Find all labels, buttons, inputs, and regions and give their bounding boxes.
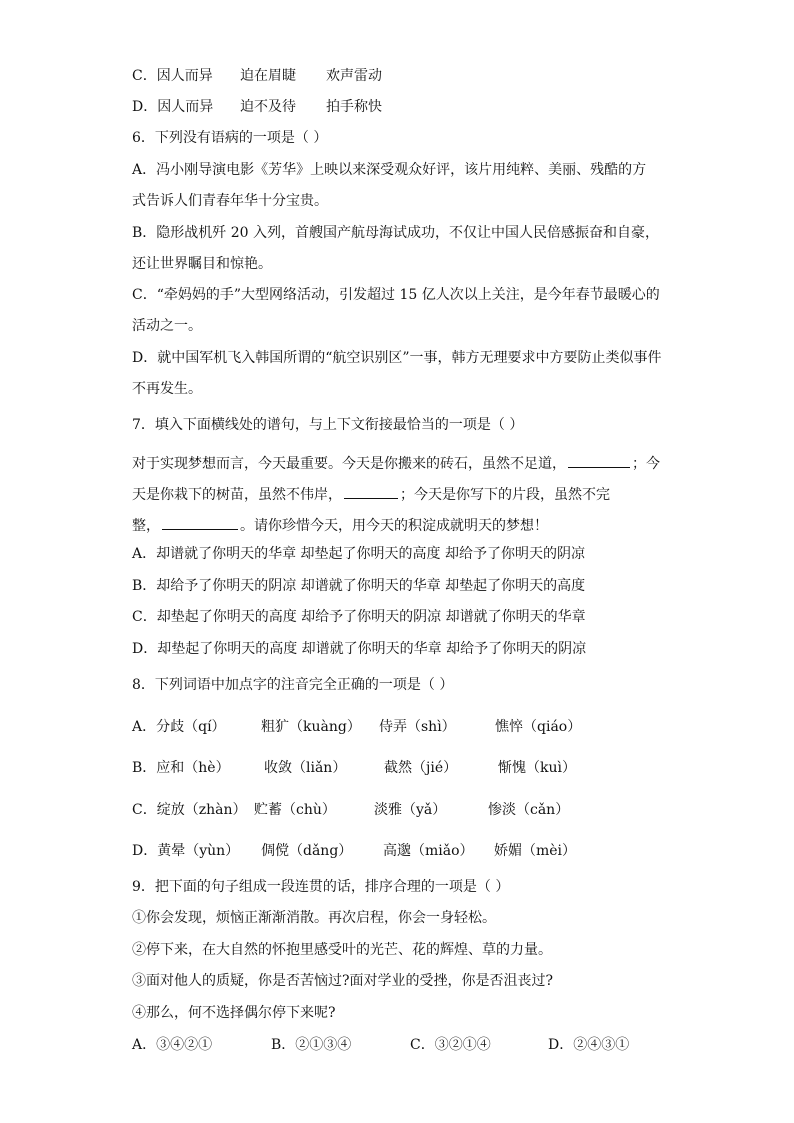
- q8-b-word1: B．应和（hè）: [132, 760, 230, 776]
- q6-option-b-line1: B．隐形战机歼 20 入列，首艘国产航母海试成功，不仅让中国人民倍感振奋和自豪，: [132, 225, 660, 241]
- q6-option-c-line2: 活动之一。: [132, 318, 202, 334]
- q9-stem: 9．把下面的句子组成一段连贯的话，排序合理的一项是（ ）: [132, 879, 510, 895]
- q8-b-word2: 收敛（liǎn）: [264, 760, 347, 776]
- q7-passage-line1: [132, 453, 660, 473]
- q6-option-a-line2: 式告诉人们青春年华十分宝贵。: [132, 193, 328, 209]
- answer-blank-2: [344, 484, 398, 499]
- q7-option-d: D．却垫起了你明天的高度 却谱就了你明天的华章 却给予了你明天的阴凉: [132, 641, 587, 657]
- q8-c-word2: 贮蓄（chù）: [254, 802, 336, 818]
- q8-option-c: [132, 801, 569, 819]
- q8-c-word3: 淡雅（yǎ）: [374, 802, 447, 818]
- q5-c-word1: C．因人而异: [132, 68, 213, 84]
- q8-b-word3: 截然（jié）: [384, 760, 458, 776]
- q8-a-word4: 憔悴（qiáo）: [495, 719, 582, 735]
- q7-stem: 7．填入下面横线处的谱句，与上下文衔接最恰当的一项是（ ）: [132, 417, 524, 433]
- q9-sentence-3: ③面对他人的质疑，你是否苦恼过?面对学业的受挫，你是否沮丧过?: [132, 973, 554, 989]
- q6-option-a-line1: A．冯小刚导演电影《芳华》上映以来深受观众好评，该片用纯粹、美丽、残酷的方: [132, 162, 647, 178]
- q7-passage-2b: ；今天是你写下的片段，虽然不完: [400, 487, 610, 503]
- q9-option-d: D．②④③①: [548, 1037, 630, 1053]
- q8-a-word3: 侍弄（shì）: [379, 719, 456, 735]
- q8-a-word2: 粗犷（kuàng）: [261, 719, 361, 735]
- q7-passage-2a: 天是你栽下的树苗，虽然不伟岸，: [132, 487, 342, 503]
- q5-c-word3: 欢声雷动: [326, 68, 382, 84]
- q5-d-word3: 拍手称快: [326, 99, 382, 115]
- q6-option-c-line1: C．“牵妈妈的手”大型网络活动，引发超过 15 亿人次以上关注，是今年春节最暖心的: [132, 287, 660, 303]
- q7-option-a: A．却谱就了你明天的华章 却垫起了你明天的高度 却给予了你明天的阴凉: [132, 546, 586, 562]
- q7-passage-1b: ；今: [632, 456, 660, 472]
- q8-option-b: [132, 759, 576, 777]
- q9-option-a: A．③④②①: [132, 1037, 213, 1053]
- q7-passage-line2: [132, 484, 610, 504]
- q5-c-word2: 迫在眉睫: [240, 68, 296, 84]
- q8-stem: 8．下列词语中加点字的注音完全正确的一项是（ ）: [132, 677, 454, 693]
- q8-c-word1: C．绽放（zhàn）: [132, 802, 247, 818]
- answer-blank-3: [162, 515, 238, 530]
- q8-a-word1: A．分歧（qí）: [132, 719, 226, 735]
- q7-passage-1a: 对于实现梦想而言，今天最重要。今天是你搬来的砖石，虽然不足道，: [132, 456, 566, 472]
- q9-sentence-2: ②停下来，在大自然的怀抱里感受叶的光芒、花的辉煌、草的力量。: [132, 942, 552, 958]
- q5-option-d: [132, 98, 382, 116]
- q8-d-word1: D．黄晕（yùn）: [132, 843, 240, 859]
- q6-stem: 6．下列没有语病的一项是（ ）: [132, 130, 328, 146]
- q8-option-a: [132, 718, 581, 736]
- q7-option-c: C．却垫起了你明天的高度 却给予了你明天的阴凉 却谱就了你明天的华章: [132, 609, 586, 625]
- q8-d-word3: 高邈（miǎo）: [383, 843, 474, 859]
- q8-option-d: [132, 842, 576, 860]
- q9-sentence-4: ④那么，何不选择偶尔停下来呢?: [132, 1005, 336, 1021]
- q7-passage-3a: 整，: [132, 518, 160, 534]
- q5-d-word1: D．因人而异: [132, 99, 214, 115]
- q6-option-b-line2: 还让世界瞩目和惊艳。: [132, 256, 272, 272]
- q5-d-word2: 迫不及待: [240, 99, 296, 115]
- q8-d-word2: 倜傥（dǎng）: [261, 843, 353, 859]
- q6-option-d-line2: 不再发生。: [132, 381, 202, 397]
- q5-option-c: [132, 67, 382, 85]
- q7-option-b: B．却给予了你明天的阴凉 却谱就了你明天的华章 却垫起了你明天的高度: [132, 578, 586, 594]
- q9-option-b: B．②①③④: [271, 1037, 352, 1053]
- q6-option-d-line1: D．就中国军机飞入韩国所谓的“航空识别区”一事，韩方无理要求中方要防止类似事件: [132, 350, 662, 366]
- q8-d-word4: 娇媚（mèi）: [494, 843, 577, 859]
- q7-passage-line3: [132, 515, 548, 535]
- q8-c-word4: 惨淡（cǎn）: [488, 802, 570, 818]
- q9-options: [132, 1036, 629, 1054]
- q9-option-c: C．③②①④: [410, 1037, 491, 1053]
- q8-b-word4: 惭愧（kuì）: [498, 760, 576, 776]
- answer-blank-1: [568, 453, 630, 468]
- q7-passage-3b: 。请你珍惜今天，用今天的积淀成就明天的梦想！: [240, 518, 548, 534]
- q9-sentence-1: ①你会发现，烦恼正渐渐消散。再次启程，你会一身轻松。: [132, 910, 496, 926]
